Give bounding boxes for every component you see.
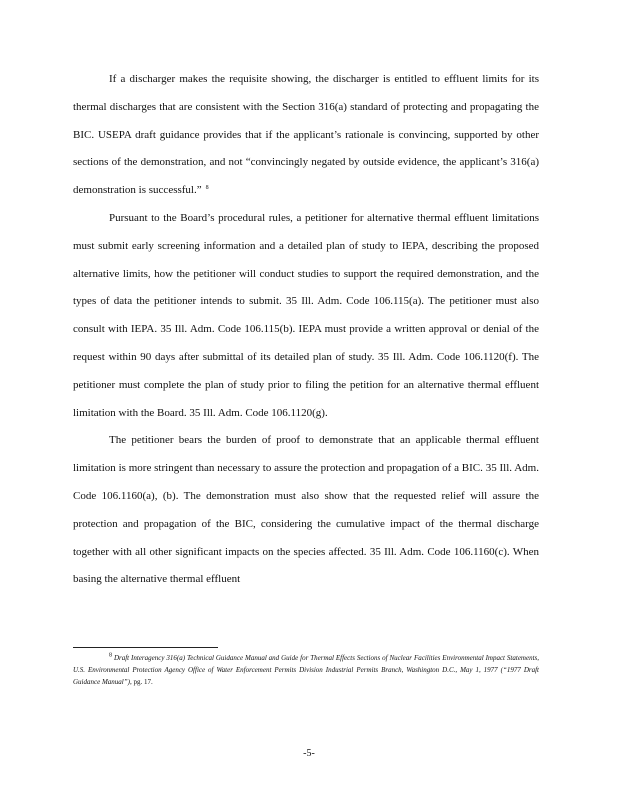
paragraph-3-text: The petitioner bears the burden of proof to demonstrate that an applicable thermal effluent limitation is more stringent than necessary to assure the protection and propagation of a BIC. 35 Ill. Adm. Code 106.1160(a), (b). The demonstration must also show that the requested relief will assure the protection and propagation of the BIC, considering the cumulative impact of the thermal discharge together with all other significant impacts on the species affected. 35 Ill. Adm. Code 106.1160(c). When basing the alternative thermal effluent — [73, 434, 539, 586]
footnote-reference: 8 — [205, 184, 209, 191]
paragraph-3 — [73, 427, 539, 594]
footnote-text: Draft Interagency 316(a) Technical Guidance Manual and Guide for Thermal Effects Sections of Nuclear Facilities Environmental Impact Statements, U.S. Environmental Protection Agency Office of Water Enforcement Permits Division Industrial Permits Branch, Washington D.C., May 1, 1977 (“1977 Draft Guidance Manual”) — [73, 654, 540, 686]
page-number: -5- — [303, 748, 315, 759]
paragraph-2-text: Pursuant to the Board’s procedural rules, a petitioner for alternative thermal effluent limitations must submit early screening information and a detailed plan of study to IEPA, describing the proposed alternative limits, how the petitioner will conduct studies to support the required demonstration, and the types of data the petitioner intends to submit. 35 Ill. Adm. Code 106.115(a). The petitioner must also consult with IEPA. 35 Ill. Adm. Code 106.115(b). IEPA must provide a written approval or denial of the request within 90 days after submittal of its detailed plan of study. 35 Ill. Adm. Code 106.1120(f). The petitioner must complete the plan of study prior to filing the petition for an alternative thermal effluent limitation with the Board. 35 Ill. Adm. Code 106.1120(g). — [73, 211, 539, 419]
body-text — [73, 66, 539, 594]
paragraph-2 — [73, 205, 539, 427]
footnote-separator — [73, 647, 218, 648]
footnote-mark: 8 — [109, 652, 112, 659]
paragraph-1-text: If a discharger makes the requisite showing, the discharger is entitled to effluent limits for its thermal discharges that are consistent with the Section 316(a) standard of protecting and propagating the BIC. USEPA draft guidance provides that if the applicant’s rationale is convincing, supported by other sections of the demonstration, and not “convincingly negated by outside evidence, the applicant’s 316(a) demonstration is successful.” — [73, 73, 539, 197]
footnote — [73, 652, 539, 688]
footnote-text-tail: , pg. 17. — [129, 678, 153, 686]
paragraph-1 — [73, 66, 539, 205]
